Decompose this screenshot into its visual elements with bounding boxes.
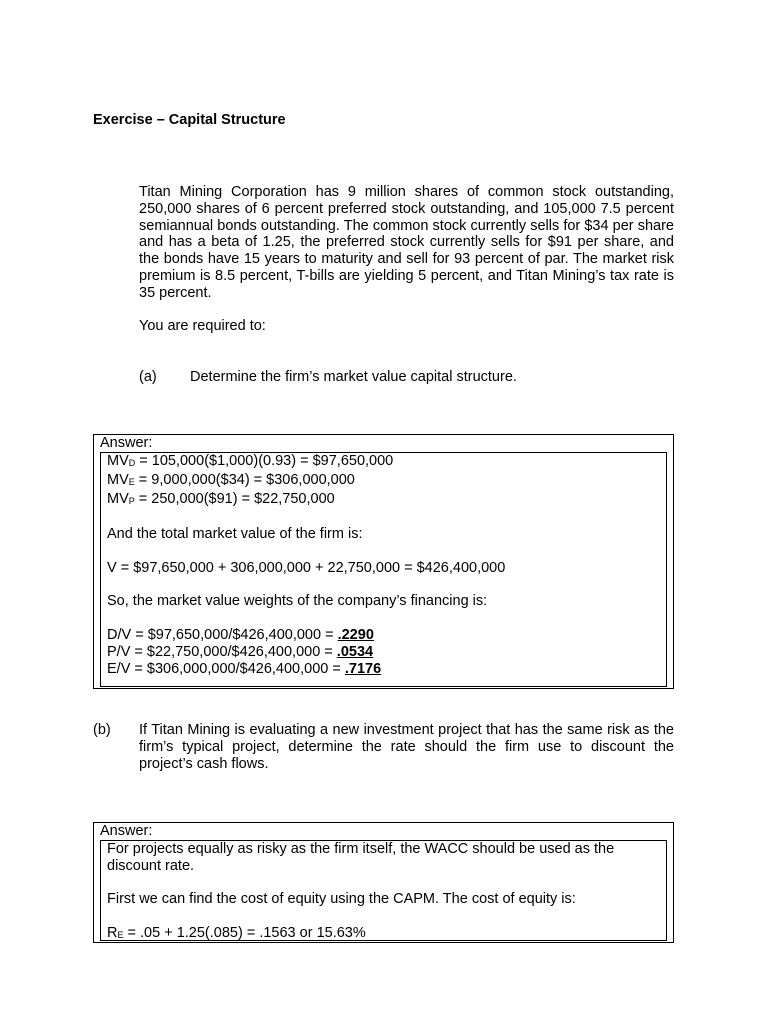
dv-value: .2290 [337, 626, 374, 643]
answer-a-content [100, 452, 667, 687]
dv-line [107, 627, 660, 644]
pv-value: .0534 [336, 643, 374, 660]
re-rest: = .05 + 1.25(.085) = .1563 or 15.63% [123, 924, 366, 941]
total-intro: And the total market value of the firm is: [107, 526, 363, 543]
problem-statement: Titan Mining Corporation has 9 million shares of common stock outstanding, 250,000 shares of 6 percent preferred stock outstanding, and 105,000 7.5 percent semiannual bonds outstanding. The common stock currently sells for $34 per share and has a beta of 1.25, the preferred stock currently sells for $91 per share, and the bonds have 15 years to maturity and sell for 93 percent of par. The market risk premium is 8.5 percent, T-bills are yielding 5 percent, and Titan Mining’s tax rate is 35 percent. [139, 184, 674, 301]
ev-line [107, 661, 660, 678]
mve-rest: = 9,000,000($34) = $306,000,000 [134, 471, 355, 488]
weights-intro: So, the market value weights of the company’s financing is: [107, 593, 488, 610]
answer-b-content [100, 840, 667, 941]
mvd-line [107, 453, 660, 472]
page-title: Exercise – Capital Structure [93, 112, 286, 128]
dv-text: D/V = $97,650,000/$426,400,000 = [107, 626, 338, 643]
ev-text: E/V = $306,000,000/$426,400,000 = [107, 660, 345, 677]
re-line [107, 925, 660, 941]
pv-text: P/V = $22,750,000/$426,400,000 = [107, 643, 337, 660]
mve-prefix: MV [107, 471, 129, 488]
wacc-statement: For projects equally as risky as the firm itself, the WACC should be used as the discount rate. [107, 841, 615, 874]
answer-b-label: Answer: [100, 823, 153, 839]
part-b-text: If Titan Mining is evaluating a new investment project that has the same risk as the firm’s typical project, determine the rate should the firm use to discount the project’s cash flows. [139, 722, 674, 772]
mvd-sub: D [128, 458, 136, 468]
mvp-line [107, 491, 660, 510]
answer-b-box [93, 822, 674, 943]
mvp-rest: = 250,000($91) = $22,750,000 [134, 490, 335, 507]
answer-a-box [93, 434, 674, 689]
ev-value: .7176 [344, 660, 382, 677]
mvp-prefix: MV [107, 490, 129, 507]
re-sub: E [117, 929, 124, 940]
re-prefix: R [107, 924, 118, 941]
mve-sub: E [128, 476, 135, 487]
mvd-rest: = 105,000($1,000)(0.93) = $97,650,000 [135, 453, 394, 469]
part-a-text: Determine the firm’s market value capital structure. [190, 369, 517, 385]
mvp-sub: P [128, 495, 135, 506]
mve-line [107, 472, 660, 491]
mvd-prefix: MV [107, 453, 129, 469]
total-equation: V = $97,650,000 + 306,000,000 + 22,750,000 = $426,400,000 [107, 559, 506, 576]
pv-line [107, 644, 660, 661]
part-a-label: (a) [139, 369, 157, 385]
answer-a-label: Answer: [100, 435, 153, 451]
required-prompt: You are required to: [139, 318, 266, 334]
capm-intro: First we can find the cost of equity using the CAPM. The cost of equity is: [107, 891, 576, 908]
part-b-label: (b) [93, 722, 111, 738]
